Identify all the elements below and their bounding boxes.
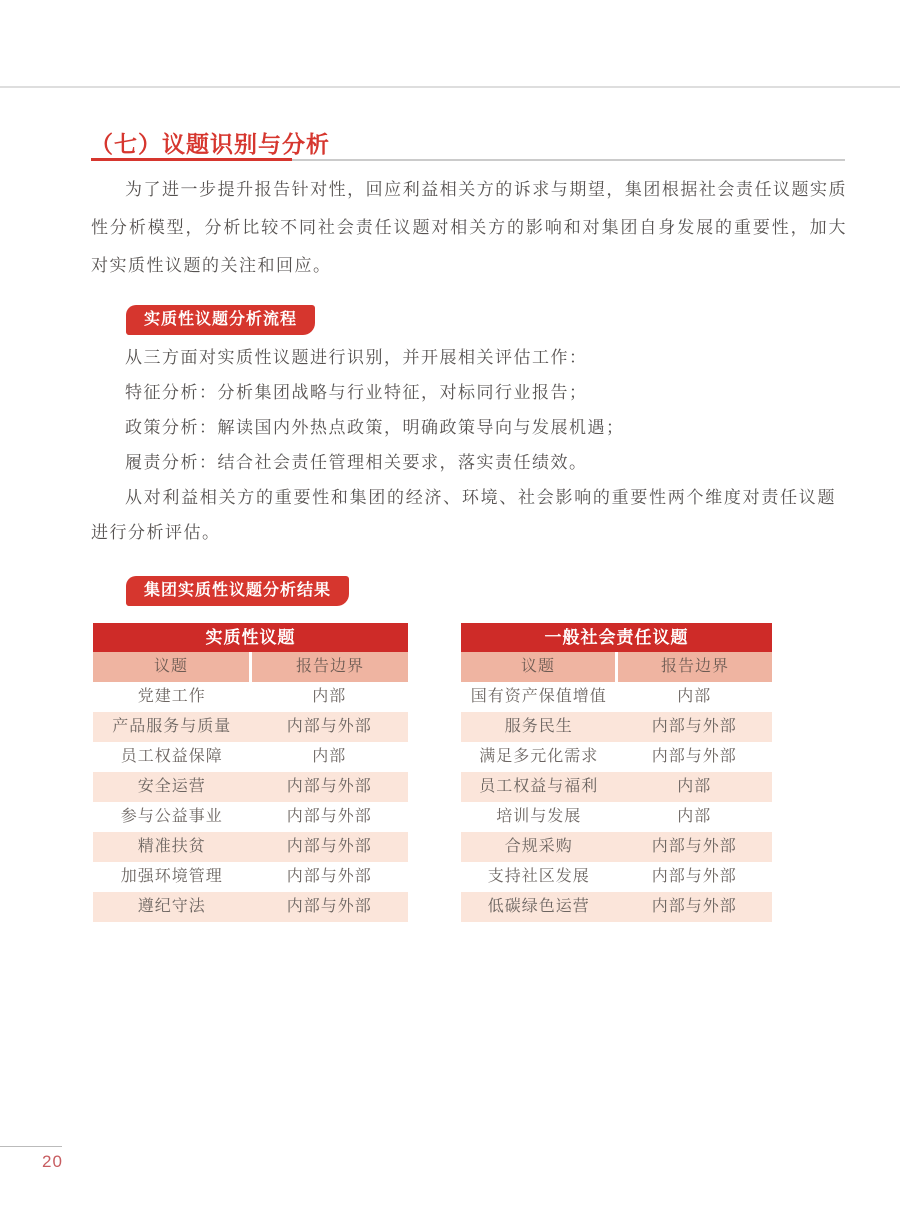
title-underline-accent bbox=[91, 158, 292, 161]
column-header: 议题 bbox=[461, 652, 618, 682]
boundary-cell: 内部与外部 bbox=[651, 868, 737, 885]
table-row bbox=[461, 742, 772, 772]
issue-cell: 国有资产保值增值 bbox=[470, 688, 607, 705]
table-row bbox=[461, 832, 772, 862]
issue-cell: 加强环境管理 bbox=[120, 868, 223, 885]
column-header: 报告边界 bbox=[660, 658, 729, 675]
issue-cell: 培训与发展 bbox=[496, 808, 582, 825]
boundary-cell: 内部 bbox=[677, 778, 712, 795]
general-issues-table bbox=[461, 623, 772, 922]
issue-cell: 安全运营 bbox=[137, 778, 206, 795]
table-title: 一般社会责任议题 bbox=[461, 623, 772, 652]
issue-cell: 产品服务与质量 bbox=[112, 718, 232, 735]
footer-divider bbox=[0, 1146, 62, 1147]
process-line: 特征分析：分析集团战略与行业特征，对标同行业报告； bbox=[125, 383, 588, 402]
table-row bbox=[93, 892, 408, 922]
table-row bbox=[461, 892, 772, 922]
boundary-cell: 内部 bbox=[312, 748, 347, 765]
process-lines bbox=[91, 340, 836, 550]
boundary-cell: 内部 bbox=[677, 808, 712, 825]
boundary-cell: 内部与外部 bbox=[286, 778, 372, 795]
issue-cell: 合规采购 bbox=[504, 838, 573, 855]
boundary-cell: 内部 bbox=[677, 688, 712, 705]
process-line: 政策分析：解读国内外热点政策，明确政策导向与发展机遇； bbox=[125, 418, 625, 437]
materiality-issues-table bbox=[93, 623, 408, 922]
table-title: 实质性议题 bbox=[93, 623, 408, 652]
process-badge: 实质性议题分析流程 bbox=[126, 305, 315, 335]
boundary-cell: 内部与外部 bbox=[286, 838, 372, 855]
table-row bbox=[461, 862, 772, 892]
table-subheader bbox=[93, 652, 408, 682]
table-subheader bbox=[461, 652, 772, 682]
process-line: 履责分析：结合社会责任管理相关要求，落实责任绩效。 bbox=[125, 453, 588, 472]
process-line: 从三方面对实质性议题进行识别，并开展相关评估工作： bbox=[125, 348, 588, 367]
issue-cell: 服务民生 bbox=[504, 718, 573, 735]
boundary-cell: 内部与外部 bbox=[651, 838, 737, 855]
table-row bbox=[93, 832, 408, 862]
boundary-cell: 内部与外部 bbox=[651, 898, 737, 915]
page-title: （七）议题识别与分析 bbox=[90, 131, 330, 157]
table-row bbox=[93, 742, 408, 772]
boundary-cell: 内部与外部 bbox=[286, 898, 372, 915]
title-underline bbox=[91, 159, 845, 161]
table-row bbox=[93, 682, 408, 712]
issue-cell: 精准扶贫 bbox=[137, 838, 206, 855]
issue-cell: 支持社区发展 bbox=[487, 868, 590, 885]
tables-container bbox=[93, 623, 807, 923]
table-row bbox=[93, 712, 408, 742]
intro-paragraph: 为了进一步提升报告针对性，回应利益相关方的诉求与期望，集团根据社会责任议题实质性分析模型，分析比较不同社会责任议题对相关方的影响和对集团自身发展的重要性，加大对实质性议题的关注和回应。 bbox=[91, 180, 847, 275]
issue-cell: 遵纪守法 bbox=[137, 898, 206, 915]
boundary-cell: 内部与外部 bbox=[286, 808, 372, 825]
process-line: 从对利益相关方的重要性和集团的经济、环境、社会影响的重要性两个维度对责任议题进行分析评估。 bbox=[91, 488, 836, 542]
table-row bbox=[461, 772, 772, 802]
boundary-cell: 内部与外部 bbox=[286, 718, 372, 735]
result-badge: 集团实质性议题分析结果 bbox=[126, 576, 349, 606]
issue-cell: 党建工作 bbox=[137, 688, 206, 705]
table-row bbox=[93, 802, 408, 832]
table-row bbox=[461, 712, 772, 742]
boundary-cell: 内部与外部 bbox=[651, 748, 737, 765]
issue-cell: 员工权益与福利 bbox=[479, 778, 599, 795]
page-number: 20 bbox=[42, 1152, 63, 1171]
boundary-cell: 内部与外部 bbox=[286, 868, 372, 885]
table-row bbox=[461, 802, 772, 832]
top-divider bbox=[0, 86, 900, 88]
issue-cell: 参与公益事业 bbox=[120, 808, 223, 825]
table-row bbox=[93, 862, 408, 892]
table-row bbox=[461, 682, 772, 712]
boundary-cell: 内部与外部 bbox=[651, 718, 737, 735]
boundary-cell: 内部 bbox=[312, 688, 347, 705]
column-header: 议题 bbox=[93, 652, 252, 682]
issue-cell: 低碳绿色运营 bbox=[487, 898, 590, 915]
column-header: 报告边界 bbox=[295, 658, 364, 675]
issue-cell: 员工权益保障 bbox=[120, 748, 223, 765]
table-row bbox=[93, 772, 408, 802]
issue-cell: 满足多元化需求 bbox=[479, 748, 599, 765]
